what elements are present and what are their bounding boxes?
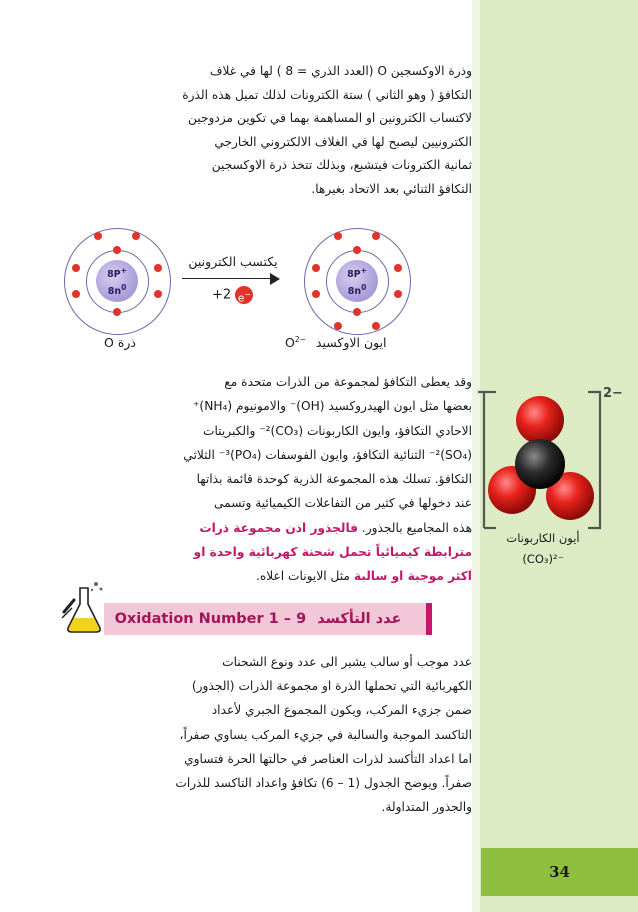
text-line: وقد يعطى التكافؤ لمجموعة من الذرات متحدة مع bbox=[224, 375, 472, 389]
ion-charge-label: 2− bbox=[603, 386, 623, 401]
electron-dot bbox=[372, 232, 380, 240]
text-line: وذرة الاوكسجين O (العدد الذري = 8 ) لها في غلاف bbox=[209, 64, 472, 78]
electron-icon: e− bbox=[235, 286, 253, 304]
heading-number: 9 – 1 bbox=[268, 611, 307, 627]
electron-dot bbox=[312, 290, 320, 298]
heading-arabic: عدد التأكسد bbox=[317, 611, 402, 627]
text-line: التكافؤ ( وهو الثاني ) ستة الكترونات لذلك تميل هذه الذرة bbox=[182, 87, 472, 102]
paragraph-oxidation-number bbox=[60, 650, 472, 819]
text-line: التاكسد الموجبة والسالبة في جزيء المركب يساوي صفراً، bbox=[179, 727, 472, 742]
electron-dot bbox=[72, 264, 80, 272]
highlight-definition: اكثر موجبة او سالبة bbox=[353, 569, 472, 584]
charge-value: +2 bbox=[212, 287, 232, 303]
electron-dot bbox=[94, 232, 102, 240]
text-line: (SO₄)²⁻ الثنائية التكافؤ، وايون الفوسفات (PO₄)³⁻ الثلاثي bbox=[183, 447, 472, 462]
carbonate-caption: أيون الكاربونات bbox=[506, 531, 580, 545]
electron-dot bbox=[154, 264, 162, 272]
text-line: التكافؤ الثنائي بعد الاتحاد بغيرها. bbox=[311, 181, 472, 196]
flask-icon bbox=[60, 578, 108, 636]
ion-symbol: O bbox=[285, 335, 295, 351]
nucleus: 8P+ $8n^0$ bbox=[336, 260, 378, 302]
proton-count: 8P bbox=[107, 269, 121, 280]
electron-dot bbox=[312, 264, 320, 272]
electron-dot bbox=[334, 232, 342, 240]
text-line bbox=[60, 564, 472, 588]
electron-dot bbox=[72, 290, 80, 298]
text-line: ثمانية الكترونات فيتشبع، وبذلك تتخذ ذرة الاوكسجين bbox=[211, 158, 472, 172]
text-line: الاحادي التكافؤ، وايون الكاربونات (CO₃)²⁻ والكبريتات bbox=[202, 423, 472, 438]
text-line: عند دخولها في كثير من التفاعلات الكيميائية وتسمى bbox=[213, 496, 472, 511]
text-line: اما اعداد التأكسد لذرات العناصر في حالتها الحرة فتساوي bbox=[184, 751, 472, 766]
page-number: 34 bbox=[549, 863, 570, 881]
text-line: التكافؤ. تسلك هذه المجموعة الذرية كوحدة قائمة بذاتها bbox=[196, 472, 472, 487]
paragraph-oxygen bbox=[60, 60, 472, 201]
text-line bbox=[60, 516, 472, 540]
oxygen-ion-diagram bbox=[60, 228, 472, 358]
neutron-count: 8n bbox=[347, 286, 362, 298]
carbonate-ion-figure bbox=[478, 378, 628, 588]
ion-caption bbox=[285, 335, 387, 350]
text-line: الكهربائية التي تحملها الذرة او مجموعة الذرات (الجذور) bbox=[191, 679, 472, 694]
text-line: صفراً. ويوضح الجدول (1 – 6) تكافؤ واعداد التاكسد للذرات bbox=[175, 776, 472, 791]
electron-dot bbox=[113, 308, 121, 316]
highlight-definition: مترابطة كيميائياً تحمل شحنة كهربائية واحدة او bbox=[193, 545, 472, 560]
text-line: الكترونيين ليصبح لها في الغلاف الالكتروني الخارجي bbox=[214, 134, 472, 149]
electron-dot bbox=[132, 232, 140, 240]
carbon-atom bbox=[515, 439, 565, 489]
paragraph-radicals bbox=[60, 370, 472, 589]
text-run: هذه المجاميع بالجذور. bbox=[361, 520, 472, 535]
text-line: والجذور المتداولة. bbox=[381, 800, 472, 815]
heading-english: Oxidation Number bbox=[114, 611, 264, 627]
nucleus: 8P+ $8n^0$ bbox=[96, 260, 138, 302]
electron-dot bbox=[113, 246, 121, 254]
text-line: ضمن جزيء المركب، ويكون المجموع الجبري لأعداد bbox=[211, 703, 472, 718]
section-heading-text bbox=[104, 603, 418, 635]
neutron-count: 8n bbox=[107, 286, 122, 298]
text-line: بعضها مثل ايون الهيدروكسيد (OH)⁻ والامونيوم (NH₄)⁺ bbox=[193, 399, 472, 414]
ion-name: ايون الاوكسيد bbox=[315, 335, 387, 351]
oxygen-atom-model bbox=[64, 228, 172, 336]
electron-dot bbox=[334, 322, 342, 330]
proton-count: 8P bbox=[347, 269, 361, 280]
arrow-label: يكتسب الكترونين bbox=[188, 254, 278, 269]
electron-dot bbox=[394, 290, 402, 298]
highlight-definition: فالجذور اذن مجموعة ذرات bbox=[199, 520, 359, 535]
arrow-head-icon bbox=[270, 273, 280, 285]
oxygen-atom bbox=[516, 396, 564, 444]
electron-dot bbox=[372, 322, 380, 330]
carbonate-formula: (CO₃)²⁻ bbox=[522, 552, 564, 566]
electron-dot bbox=[353, 308, 361, 316]
text-line: لاكتساب الكترونين او المساهمة بهما في تكوين مزدوجين bbox=[188, 111, 472, 125]
oxide-ion-model bbox=[304, 228, 412, 336]
electron-dot bbox=[154, 290, 162, 298]
electron-dot bbox=[394, 264, 402, 272]
page-number-box bbox=[481, 848, 638, 896]
electron-dot bbox=[353, 246, 361, 254]
atom-caption: ذرة O bbox=[104, 335, 136, 350]
text-line: عدد موجب أو سالب يشير الى عدد ونوع الشحنات bbox=[222, 655, 472, 669]
reaction-arrow bbox=[182, 278, 274, 279]
ion-charge: 2− bbox=[294, 335, 306, 344]
electron-gain bbox=[212, 286, 253, 304]
section-heading bbox=[104, 603, 432, 635]
text-run: مثل الايونات اعلاه. bbox=[255, 569, 350, 584]
